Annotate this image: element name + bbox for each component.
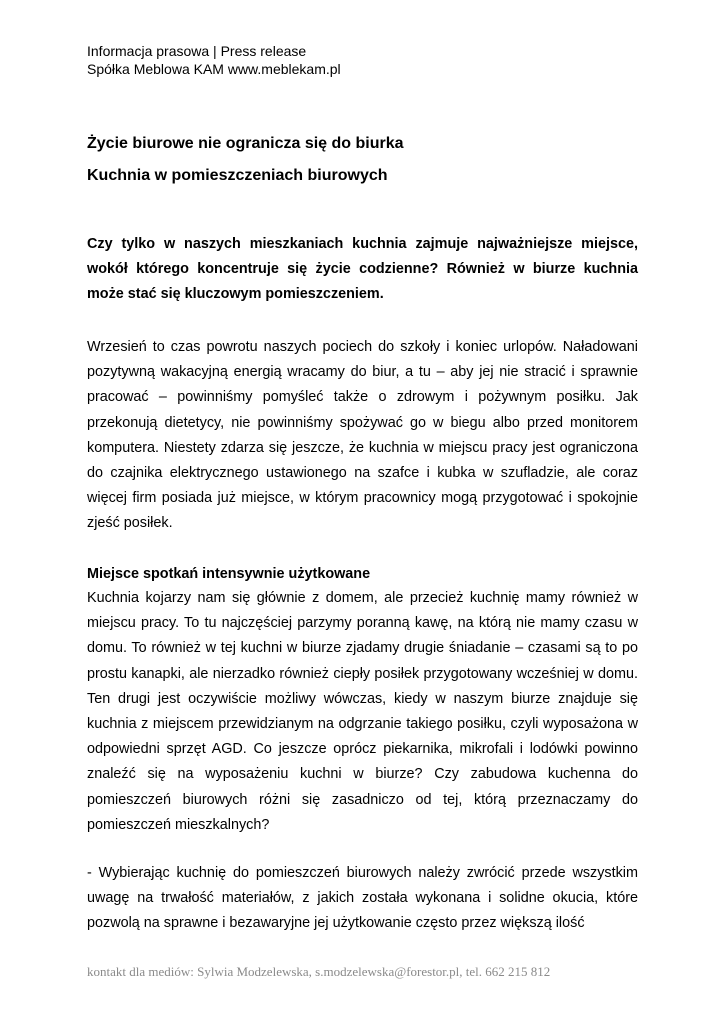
press-header [87,42,341,78]
lead-paragraph: Czy tylko w naszych mieszkaniach kuchnia zajmuje najważniejsze miejsce, wokół którego koncentruje się życie codzienne? Również w biurze kuchnia może stać się kluczowym pomieszczeniem. [87,236,638,303]
sub-title: Kuchnia w pomieszczeniach biurowych [87,167,388,184]
header-line-company: Spółka Meblowa KAM www.meblekam.pl [87,61,341,77]
media-contact-footer: kontakt dla mediów: Sylwia Modzelewska, s.modzelewska@forestor.pl, tel. 662 215 812 [87,964,551,979]
main-title: Życie biurowe nie ogranicza się do biurka [87,135,404,152]
paragraph-choosing-kitchen: - Wybierając kuchnię do pomieszczeń biurowych należy zwrócić przede wszystkim uwagę na trwałość materiałów, z jakich została wykonana i solidne okucia, które pozwolą na sprawne i bezawaryjne jej użytkowanie często przez większą ilość [87,865,638,932]
section-heading: Miejsce spotkań intensywnie użytkowane [87,566,371,582]
title-block [87,128,404,192]
paragraph-september: Wrzesień to czas powrotu naszych pociech do szkoły i koniec urlopów. Naładowani pozytywną wakacyjną energią wracamy do biur, a tu – aby jej nie stracić i sprawnie pracować – powinniśmy pomyśleć także o zdrowym i pożywnym posiłku. Jak przekonują dietetycy, nie powinniśmy spożywać go w biegu albo przed monitorem komputera. Niestety zdarza się jeszcze, że kuchnia w miejscu pracy jest ograniczona do czajnika elektrycznego ustawionego na szafce i kubka w szufladzie, ale coraz więcej firm posiada już miejsce, w którym pracownicy mogą przygotować i spokojnie zjeść posiłek. [87,339,638,532]
paragraph-kitchen-at-work: Kuchnia kojarzy nam się głównie z domem, ale przecież kuchnię mamy również w miejscu pracy. To tu najczęściej parzymy poranną kawę, na którą nie mamy czasu w domu. To również w tej kuchni w biurze zjadamy drugie śniadanie – czasami są to po prostu kanapki, ale nierzadko również ciepły posiłek przygotowany wcześniej w domu. Ten drugi jest oczywiście możliwy wówczas, kiedy w naszym biurze znajduje się kuchnia z miejscem przewidzianym na odgrzanie takiego posiłku, czyli wyposażona w odpowiedni sprzęt AGD. Co jeszcze oprócz piekarnika, mikrofali i lodówki powinno znaleźć się na wyposażeniu kuchni w biurze? Czy zabudowa kuchenna do pomieszczeń biurowych różni się zasadniczo od tej, którą przeznaczamy do pomieszczeń mieszkalnych? [87,590,638,833]
header-line-press-release: Informacja prasowa | Press release [87,43,307,59]
